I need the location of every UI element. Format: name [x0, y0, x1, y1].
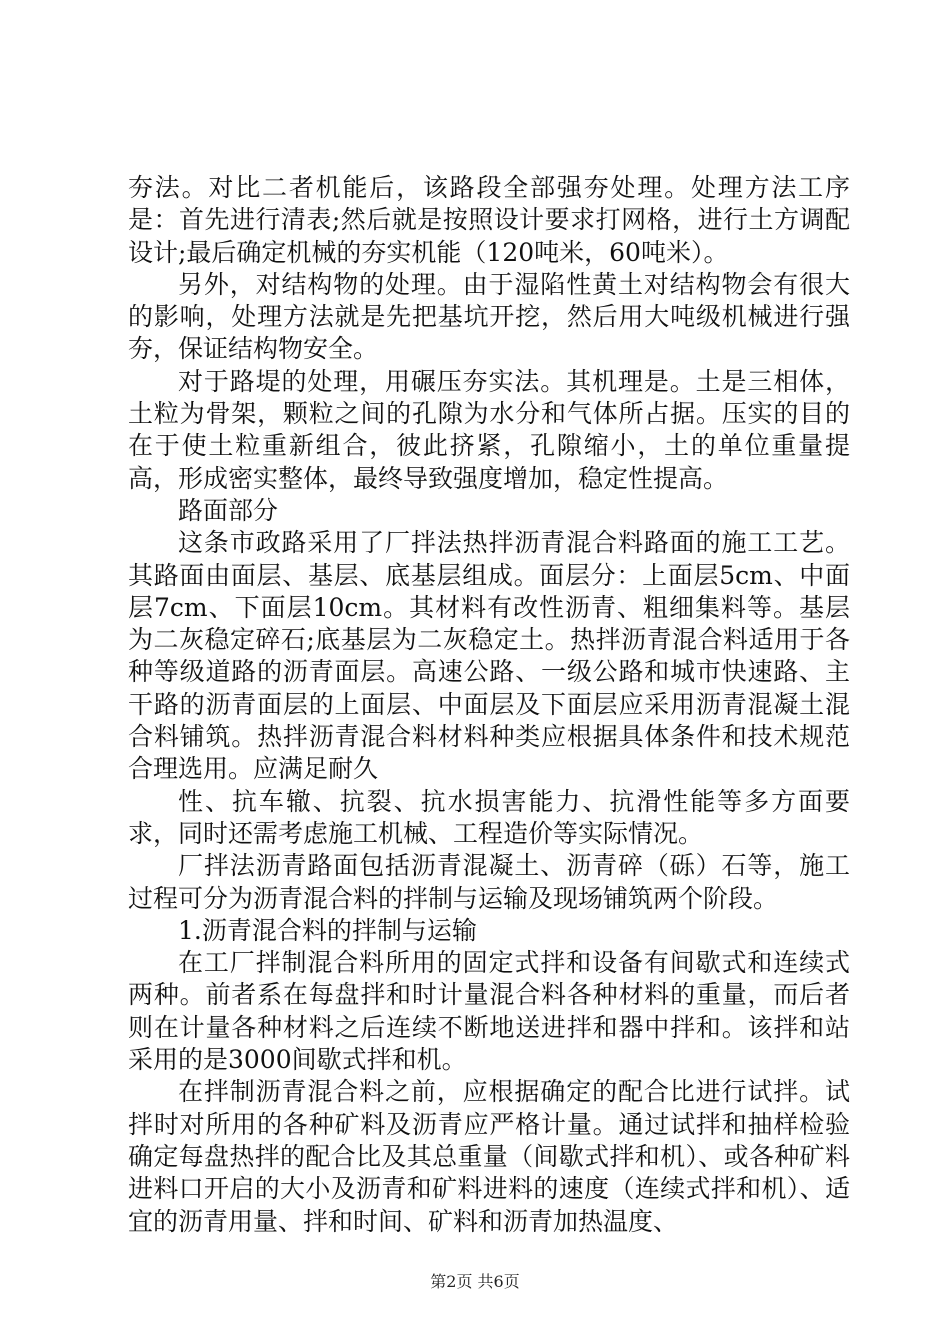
- paragraph-1: 夯法。对比二者机能后，该路段全部强夯处理。处理方法工序是：首先进行清表;然后就是按照设计要求打网格，进行土方调配设计;最后确定机械的夯实机能（120吨米，60吨米）。: [128, 173, 850, 267]
- subsection-heading-mixing: 1.沥青混合料的拌制与运输: [178, 915, 477, 945]
- section-heading-pavement: 路面部分: [178, 495, 279, 525]
- paragraph-2: 另外，对结构物的处理。由于湿陷性黄土对结构物会有很大的影响，处理方法就是先把基坑开挖，然后用大吨级机械进行强夯，保证结构物安全。: [128, 269, 850, 364]
- document-body: [128, 172, 850, 1238]
- paragraph-6: 性、抗车辙、抗裂、抗水损害能力、抗滑性能等多方面要求，同时还需考虑施工机械、工程造价等实际情况。: [128, 786, 850, 848]
- paragraph-5: 这条市政路采用了厂拌法热拌沥青混合料路面的施工工艺。其路面由面层、基层、底基层组成。面层分：上面层5cm、中面层7cm、下面层10cm。其材料有改性沥青、粗细集料等。基层为二灰稳定碎石;底基层为二灰稳定土。热拌沥青混合料适用于各种等级道路的沥青面层。高速公路、一级公路和城市快速路、主干路的沥青面层的上面层、中面层及下面层应采用沥青混凝土混合料铺筑。热拌沥青混合料材料种类应根据具体条件和技术规范合理选用。应满足耐久: [128, 528, 850, 784]
- page-footer: 第2页 共6页: [430, 1272, 520, 1291]
- paragraph-7: 厂拌法沥青路面包括沥青混凝土、沥青碎（砾）石等，施工过程可分为沥青混合料的拌制与运输及现场铺筑两个阶段。: [128, 851, 850, 913]
- paragraph-3: 对于路堤的处理，用碾压夯实法。其机理是。土是三相体，土粒为骨架，颗粒之间的孔隙为水分和气体所占据。压实的目的在于使土粒重新组合，彼此挤紧，孔隙缩小，土的单位重量提高，形成密实整体，最终导致强度增加，稳定性提高。: [128, 366, 850, 493]
- paragraph-10: 在拌制沥青混合料之前，应根据确定的配合比进行试拌。试拌时对所用的各种矿料及沥青应严格计量。通过试拌和抽样检验确定每盘热拌的配合比及其总重量（间歇式拌和机）、或各种矿料进料口开启的大小及沥青和矿料进料的速度（连续式拌和机）、适宜的沥青用量、拌和时间、矿料和沥青加热温度、: [128, 1077, 850, 1236]
- paragraph-9: 在工厂拌制混合料所用的固定式拌和设备有间歇式和连续式两种。前者系在每盘拌和时计量混合料各种材料的重量，而后者则在计量各种材料之后连续不断地送进拌和器中拌和。该拌和站采用的是3000间歇式拌和机。: [128, 948, 850, 1075]
